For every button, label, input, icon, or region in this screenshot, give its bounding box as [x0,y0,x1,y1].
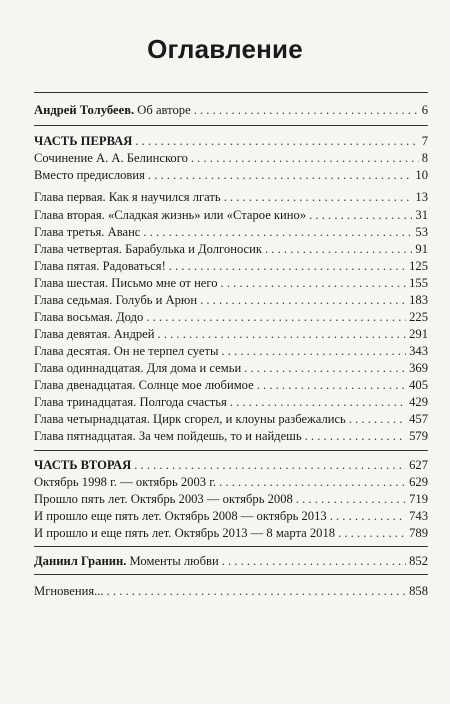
entry-title: Глава третья. Аванс [34,225,141,239]
leader-dots [143,225,412,240]
entry-page-number: 369 [409,361,428,375]
divider [34,546,428,547]
entry-title: Глава пятая. Радоваться! [34,259,166,273]
section-heading: ЧАСТЬ ВТОРАЯ [34,458,132,472]
divider [34,92,428,93]
leader-dots [309,208,412,223]
leader-dots [158,327,407,342]
entry-page-number: 429 [409,395,428,409]
entry-page-number: 579 [409,429,428,443]
leader-dots [194,103,419,118]
entry-title: Глава пятнадцатая. За чем пойдешь, то и найдешь [34,429,302,443]
toc-entry[interactable] [34,526,428,541]
leader-dots [296,492,406,507]
entry-page-number: 53 [415,225,428,239]
entry-title: Вместо предисловия [34,168,145,182]
leader-dots [200,293,406,308]
toc-entry[interactable] [34,134,428,149]
leader-dots [134,458,406,473]
leader-dots [191,151,419,166]
toc-entry[interactable] [34,259,428,274]
leader-dots [330,509,406,524]
entry-title: Мгновения... [34,584,104,598]
table-of-contents [34,0,428,704]
entry-author-name: Андрей Толубеев. [34,103,135,117]
entry-page-number: 225 [409,310,428,324]
divider [34,450,428,451]
entry-page-number: 91 [415,242,428,256]
toc-entry[interactable] [34,225,428,240]
toc-entry[interactable] [34,208,428,223]
leader-dots [224,190,413,205]
leader-dots [148,168,413,183]
entry-page-number: 8 [421,151,428,165]
toc-entry[interactable] [34,458,428,473]
toc-entry[interactable] [34,242,428,257]
entry-page-number: 125 [409,259,428,273]
page-title: Оглавление [147,34,303,64]
entry-page-number: 31 [415,208,428,222]
entry-title: Глава восьмая. Додо [34,310,144,324]
entry-title: Глава одиннадцатая. Для дома и семьи [34,361,242,375]
entry-title: Глава тринадцатая. Полгода счастья [34,395,227,409]
entry-title: Глава первая. Как я научился лгать [34,190,221,204]
entry-page-number: 852 [409,554,428,568]
entry-page-number: 13 [415,190,428,204]
leader-dots [222,554,406,569]
toc-entry[interactable] [34,475,428,490]
entry-page-number: 6 [421,103,428,117]
leader-dots [146,310,406,325]
leader-dots [221,344,406,359]
entry-title: Октябрь 1998 г. — октябрь 2003 г. [34,475,217,489]
toc-entry[interactable] [34,168,428,183]
entry-title: И прошло еще пять лет. Октябрь 2008 — октябрь 2013 [34,509,327,523]
entry-title: Об авторе [134,103,191,117]
leader-dots [265,242,412,257]
entry-page-number: 457 [409,412,428,426]
toc-entry[interactable] [34,429,428,444]
entry-page-number: 627 [409,458,428,472]
toc-entry[interactable] [34,151,428,166]
section-heading: ЧАСТЬ ПЕРВАЯ [34,134,133,148]
entry-title: Глава седьмая. Голубь и Арюн [34,293,198,307]
leader-dots [135,134,418,149]
entry-title: Глава четырнадцатая. Цирк сгорел, и клоуны разбежались [34,412,346,426]
entry-page-number: 291 [409,327,428,341]
leader-dots [244,361,406,376]
toc-entry[interactable] [34,509,428,524]
leader-dots [169,259,406,274]
entry-page-number: 343 [409,344,428,358]
entry-page-number: 7 [421,134,428,148]
entry-title: Прошло пять лет. Октябрь 2003 — октябрь 2008 [34,492,293,506]
toc-entry[interactable] [34,378,428,393]
entry-title: Глава четвертая. Барабулька и Долгоносик [34,242,262,256]
entry-page-number: 858 [409,584,428,598]
entry-title: Сочинение А. А. Белинского [34,151,188,165]
entry-page-number: 405 [409,378,428,392]
leader-dots [349,412,406,427]
entry-author-name: Даниил Гранин. [34,554,127,568]
entry-page-number: 10 [415,168,428,182]
leader-dots [221,276,407,291]
entry-page-number: 789 [409,526,428,540]
leader-dots [305,429,406,444]
toc-entry[interactable] [34,190,428,205]
entry-title: Глава десятая. Он не терпел суеты [34,344,219,358]
toc-entry[interactable] [34,584,428,599]
entry-page-number: 629 [409,475,428,489]
entry-title: И прошло и еще пять лет. Октябрь 2013 — 8 марта 2018 [34,526,336,540]
leader-dots [230,395,406,410]
entry-title: Глава вторая. «Сладкая жизнь» или «Старое кино» [34,208,307,222]
leader-dots [338,526,406,541]
toc-entry[interactable] [34,293,428,308]
toc-entry[interactable] [34,276,428,291]
entry-title: Глава девятая. Андрей [34,327,155,341]
toc-entry[interactable] [34,395,428,410]
toc-entry[interactable] [34,103,428,118]
entry-page-number: 183 [409,293,428,307]
entry-page-number: 743 [409,509,428,523]
toc-entry[interactable] [34,554,428,569]
leader-dots [257,378,406,393]
entry-title: Моменты любви [126,554,219,568]
entry-title: Глава шестая. Письмо мне от него [34,276,218,290]
entry-page-number: 155 [409,276,428,290]
divider [34,574,428,575]
divider [34,125,428,126]
toc-entry[interactable] [34,412,428,427]
toc-entry[interactable] [34,327,428,342]
toc-entry[interactable] [34,361,428,376]
entry-page-number: 719 [409,492,428,506]
toc-entry[interactable] [34,492,428,507]
leader-dots [107,584,407,599]
entry-title: Глава двенадцатая. Солнце мое любимое [34,378,254,392]
toc-entry[interactable] [34,310,428,325]
leader-dots [219,475,406,490]
toc-entry[interactable] [34,344,428,359]
